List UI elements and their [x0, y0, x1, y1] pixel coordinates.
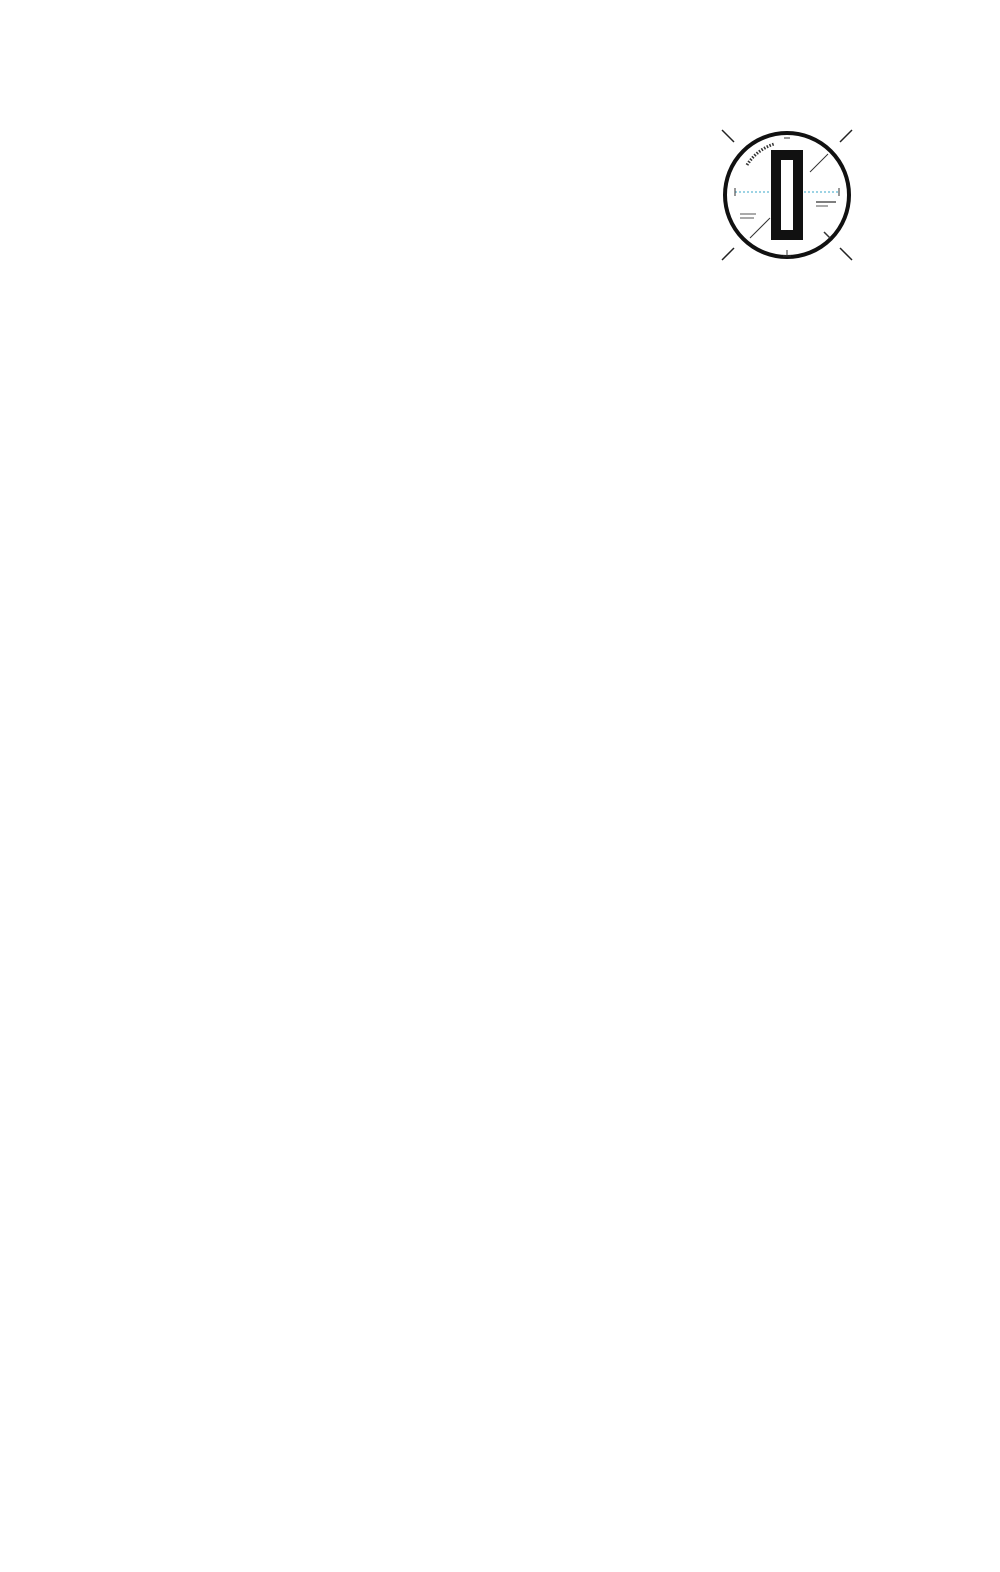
- text-line: [64, 1322, 862, 1358]
- text-line: [64, 788, 862, 824]
- body-text: [64, 610, 862, 1357]
- text-line: [64, 1108, 862, 1144]
- text-line: [64, 752, 862, 788]
- text-line: [64, 1002, 862, 1038]
- text-line: [64, 1251, 862, 1287]
- text-line: [64, 824, 862, 860]
- text-line: [64, 966, 862, 1002]
- text-line: [64, 610, 862, 646]
- text-line: [64, 1286, 862, 1322]
- text-line: [64, 681, 862, 717]
- text-line: [64, 1215, 862, 1251]
- text-line: [64, 895, 862, 931]
- text-line: [64, 1144, 862, 1180]
- text-line: [64, 1073, 862, 1109]
- text-line: [64, 717, 862, 753]
- text-line: [64, 1180, 862, 1216]
- text-line: [64, 646, 862, 682]
- chapter-zero-emblem-icon: [712, 120, 862, 270]
- text-line: [64, 1037, 862, 1073]
- text-line: [64, 930, 862, 966]
- text-line: [64, 859, 862, 895]
